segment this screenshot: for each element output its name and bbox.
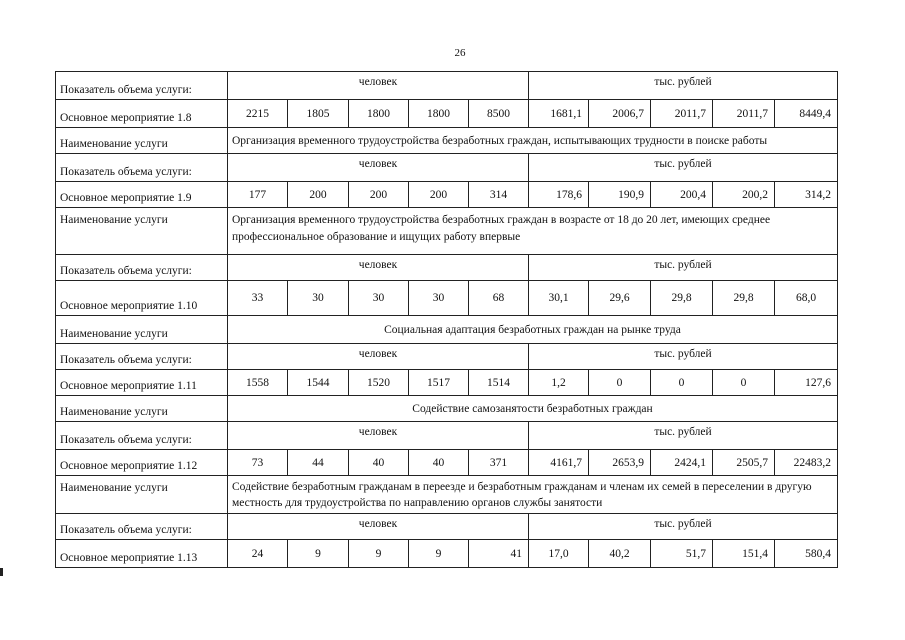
rubles-value: 0 [713, 370, 775, 396]
rubles-value: 190,9 [589, 182, 651, 208]
rubles-value: 2653,9 [589, 450, 651, 476]
rubles-value: 29,8 [713, 281, 775, 316]
unit-rubles: тыс. рублей [529, 422, 838, 450]
people-value: 1805 [288, 100, 349, 128]
rubles-value: 1681,1 [529, 100, 589, 128]
margin-mark [0, 568, 3, 576]
unit-rubles: тыс. рублей [529, 514, 838, 540]
people-value: 40 [409, 450, 469, 476]
people-value: 1544 [288, 370, 349, 396]
people-value: 9 [288, 540, 349, 568]
activity-label: Основное мероприятие 1.8 [56, 100, 228, 128]
service-name-label: Наименование услуги [56, 476, 228, 514]
people-value: 40 [349, 450, 409, 476]
unit-people: человек [228, 255, 529, 281]
people-value: 1517 [409, 370, 469, 396]
services-table [55, 71, 838, 568]
rubles-value: 2011,7 [651, 100, 713, 128]
people-value: 1520 [349, 370, 409, 396]
indicator-label: Показатель объема услуги: [56, 344, 228, 370]
unit-rubles: тыс. рублей [529, 255, 838, 281]
rubles-value: 2505,7 [713, 450, 775, 476]
people-value: 30 [409, 281, 469, 316]
rubles-value: 68,0 [775, 281, 838, 316]
indicator-label: Показатель объема услуги: [56, 72, 228, 100]
rubles-value: 17,0 [529, 540, 589, 568]
people-value: 73 [228, 450, 288, 476]
unit-people: человек [228, 422, 529, 450]
rubles-value: 29,8 [651, 281, 713, 316]
rubles-value: 151,4 [713, 540, 775, 568]
rubles-value: 1,2 [529, 370, 589, 396]
rubles-value: 200,2 [713, 182, 775, 208]
activity-label: Основное мероприятие 1.12 [56, 450, 228, 476]
rubles-value: 51,7 [651, 540, 713, 568]
people-value: 200 [288, 182, 349, 208]
people-value: 33 [228, 281, 288, 316]
service-name-label: Наименование услуги [56, 316, 228, 344]
people-value: 314 [469, 182, 529, 208]
rubles-value: 4161,7 [529, 450, 589, 476]
rubles-value: 22483,2 [775, 450, 838, 476]
service-name: Содействие безработным гражданам в переезде и безработным гражданам и членам их семей в переселении в другую местность для трудоустройства по направлению органов службы занятости [228, 476, 838, 514]
service-name: Социальная адаптация безработных граждан на рынке труда [228, 316, 838, 344]
service-name: Содействие самозанятости безработных граждан [228, 396, 838, 422]
service-name-label: Наименование услуги [56, 396, 228, 422]
people-value: 30 [349, 281, 409, 316]
rubles-value: 127,6 [775, 370, 838, 396]
service-name-label: Наименование услуги [56, 128, 228, 154]
unit-people: человек [228, 72, 529, 100]
people-value: 177 [228, 182, 288, 208]
rubles-value: 0 [651, 370, 713, 396]
people-value: 200 [409, 182, 469, 208]
rubles-value: 178,6 [529, 182, 589, 208]
unit-rubles: тыс. рублей [529, 344, 838, 370]
rubles-value: 8449,4 [775, 100, 838, 128]
people-value: 1800 [409, 100, 469, 128]
people-value: 200 [349, 182, 409, 208]
people-value: 30 [288, 281, 349, 316]
unit-people: человек [228, 344, 529, 370]
people-value: 8500 [469, 100, 529, 128]
service-name-label: Наименование услуги [56, 208, 228, 255]
page-number: 26 [454, 47, 466, 59]
service-name: Организация временного трудоустройства безработных граждан в возрасте от 18 до 20 лет, имеющих среднее профессиональное образование и ищущих работу впервые [228, 208, 838, 255]
indicator-label: Показатель объема услуги: [56, 255, 228, 281]
rubles-value: 40,2 [589, 540, 651, 568]
people-value: 1800 [349, 100, 409, 128]
people-value: 68 [469, 281, 529, 316]
people-value: 371 [469, 450, 529, 476]
activity-label: Основное мероприятие 1.13 [56, 540, 228, 568]
unit-people: человек [228, 154, 529, 182]
rubles-value: 2424,1 [651, 450, 713, 476]
people-value: 44 [288, 450, 349, 476]
people-value: 41 [469, 540, 529, 568]
indicator-label: Показатель объема услуги: [56, 154, 228, 182]
people-value: 2215 [228, 100, 288, 128]
rubles-value: 2011,7 [713, 100, 775, 128]
rubles-value: 200,4 [651, 182, 713, 208]
activity-label: Основное мероприятие 1.9 [56, 182, 228, 208]
people-value: 1514 [469, 370, 529, 396]
people-value: 9 [349, 540, 409, 568]
rubles-value: 314,2 [775, 182, 838, 208]
activity-label: Основное мероприятие 1.11 [56, 370, 228, 396]
service-name: Организация временного трудоустройства безработных граждан, испытывающих трудности в поиске работы [228, 128, 838, 154]
rubles-value: 0 [589, 370, 651, 396]
people-value: 9 [409, 540, 469, 568]
indicator-label: Показатель объема услуги: [56, 422, 228, 450]
rubles-value: 2006,7 [589, 100, 651, 128]
unit-rubles: тыс. рублей [529, 154, 838, 182]
rubles-value: 30,1 [529, 281, 589, 316]
people-value: 24 [228, 540, 288, 568]
unit-rubles: тыс. рублей [529, 72, 838, 100]
indicator-label: Показатель объема услуги: [56, 514, 228, 540]
rubles-value: 580,4 [775, 540, 838, 568]
people-value: 1558 [228, 370, 288, 396]
rubles-value: 29,6 [589, 281, 651, 316]
unit-people: человек [228, 514, 529, 540]
activity-label: Основное мероприятие 1.10 [56, 281, 228, 316]
